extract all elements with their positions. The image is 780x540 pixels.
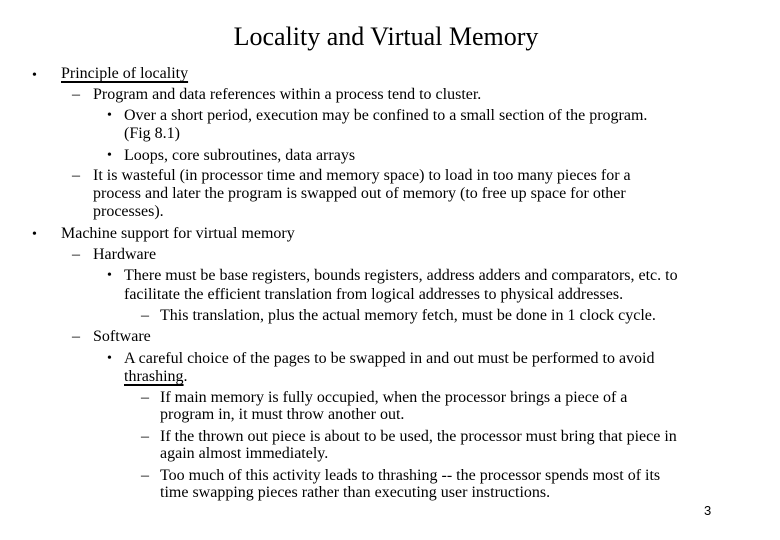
subitem-too-much-line2: time swapping pieces rather than executing user instructions. — [160, 484, 551, 501]
bullet-marker: • — [107, 351, 112, 366]
bullet-marker: • — [107, 148, 112, 163]
subitem-thrown-out-line2: again almost immediately. — [160, 445, 329, 462]
page-number: 3 — [704, 503, 712, 518]
thrashing-period: . — [183, 368, 188, 385]
subitem-too-much-line1: Too much of this activity leads to thrashing -- the processor spends most of its — [160, 467, 661, 484]
dash-marker: – — [141, 467, 149, 484]
dash-marker: – — [72, 167, 80, 184]
thrashing-term: thrashing — [124, 368, 184, 385]
dash-marker: – — [141, 307, 149, 324]
subitem-hardware: Hardware — [93, 246, 157, 263]
dash-marker: – — [72, 86, 80, 103]
bullet-principle-of-locality: Principle of locality — [61, 65, 189, 82]
slide-title: Locality and Virtual Memory — [233, 22, 539, 51]
dash-marker: – — [141, 389, 149, 406]
subitem-wasteful-line3: processes). — [93, 203, 164, 220]
dash-marker: – — [141, 428, 149, 445]
dash-marker: – — [72, 246, 80, 263]
subitem-memory-full-line1: If main memory is fully occupied, when the processor brings a piece of a — [160, 389, 628, 406]
subitem-wasteful-line1: It is wasteful (in processor time and memory space) to load in too many pieces for a — [93, 167, 631, 184]
subitem-software: Software — [93, 328, 151, 345]
subsubitem-short-period: Over a short period, execution may be confined to a small section of the program. — [124, 107, 648, 124]
subsubitem-fig-ref: (Fig 8.1) — [124, 125, 180, 142]
subitem-references-cluster: Program and data references within a process tend to cluster. — [93, 86, 482, 103]
subitem-thrown-out-line1: If the thrown out piece is about to be used, the processor must bring that piece in — [160, 428, 677, 445]
bullet-marker: • — [32, 227, 37, 242]
dash-marker: – — [72, 328, 80, 345]
bullet-marker: • — [107, 268, 112, 283]
subsubitem-registers-line1: There must be base registers, bounds registers, address adders and comparators, etc. to — [124, 267, 678, 284]
subsubitem-loops: Loops, core subroutines, data arrays — [124, 147, 356, 164]
subsubitem-careful-choice: A careful choice of the pages to be swapped in and out must be performed to avoid — [124, 350, 655, 367]
subitem-memory-full-line2: program in, it must throw another out. — [160, 406, 405, 423]
bullet-marker: • — [107, 108, 112, 123]
subsubitem-registers-line2: facilitate the efficient translation from logical addresses to physical addresses. — [124, 286, 624, 303]
bullet-machine-support: Machine support for virtual memory — [61, 225, 295, 242]
subsubitem-thrashing-line — [124, 367, 188, 386]
bullet-marker: • — [32, 68, 37, 83]
subitem-translation-clock: This translation, plus the actual memory fetch, must be done in 1 clock cycle. — [160, 307, 656, 324]
subitem-wasteful-line2: process and later the program is swapped out of memory (to free up space for other — [93, 185, 626, 202]
